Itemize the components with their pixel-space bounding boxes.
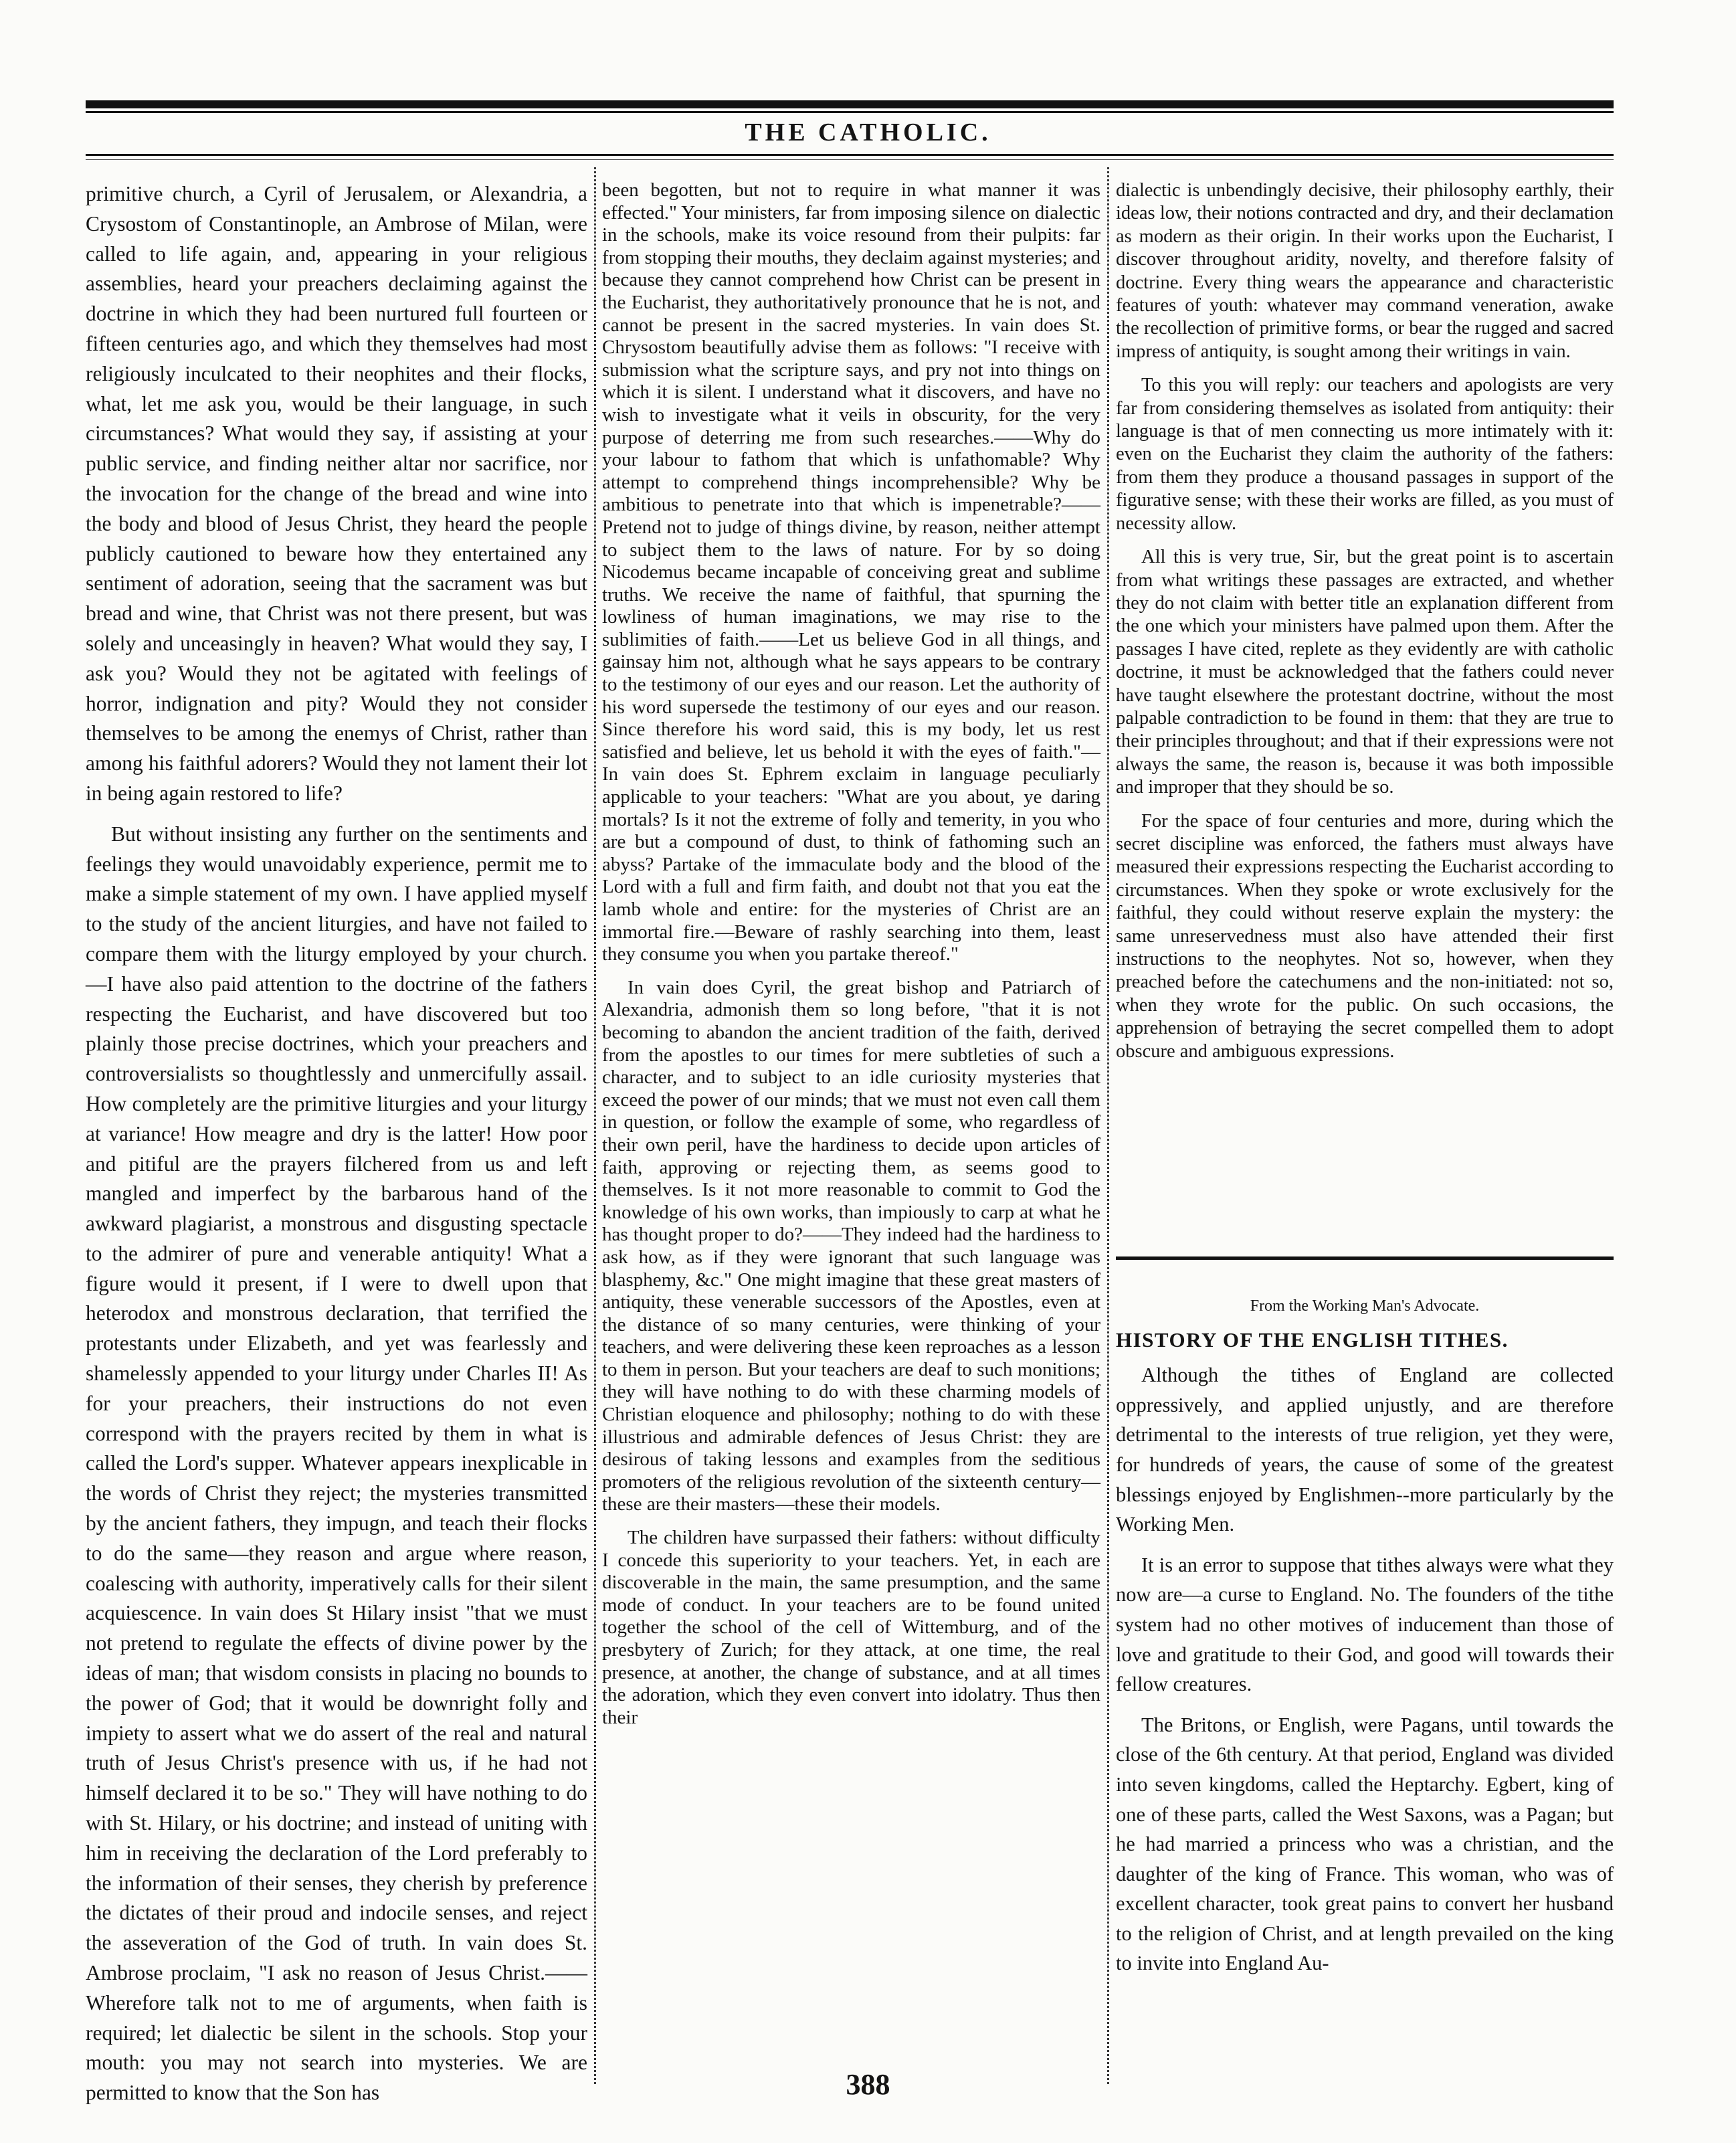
paragraph: dialectic is unbendingly decisive, their philosophy earthly, their ideas low, their notions contracted and dry, and their declamation as modern as their origin. In their works upon the Eucharist, I discover throughout aridity, novelty, and therefore falsity of doctrine. Every thing wears the appearance and characteristic features of youth: whatever may command veneration, awake the recollection of primitive forms, or bear the rugged and sacred impress of antiquity, is sought among their writings in vain.	[1116, 180, 1614, 362]
paragraph: To this you will reply: our teachers and apologists are very far from considering themselves as isolated from antiquity: their language is that of men connecting us more intimately with it: even on the Eucharist they claim the authority of the fathers: from them they produce a thousand passages in support of the figurative sense; with these their works are filled, as you must of necessity allow.	[1116, 375, 1614, 534]
article-headline: HISTORY OF THE ENGLISH TITHES.	[1116, 1327, 1509, 1352]
column-divider-2	[1107, 167, 1109, 2084]
paragraph: primitive church, a Cyril of Jerusalem, or Alexandria, a Crysostom of Constantinople, an Ambrose of Milan, were called to life again, and, appearing in your religious assemblies, heard your preachers declaiming against the doctrine in which they had been nurtured full fourteen or fifteen centuries ago, and which they themselves had most religiously inculcated to their neophites and their flocks, what, let me ask you, would be their language, in such circumstances? What would they say, if assisting at your public service, and finding neither altar nor sacrifice, nor the invocation for the change of the bread and wine into the body and blood of Jesus Christ, they heard the people publicly cautioned to beware how they entertained any sentiment of adoration, seeing that the sacrament was but bread and wine, that Christ was not there present, but was solely and unceasingly in heaven? What would they say, I ask you? Would they not be agitated with feelings of horror, indignation and pity? Would they not consider themselves to be among the enemys of Christ, rather than among his faithful adorers? Would they not lament their lot in being again restored to life?	[86, 182, 587, 805]
page-number: 388	[846, 2068, 890, 2101]
text-column-3	[1116, 179, 1614, 1243]
article-source-credit: From the Working Man's Advocate.	[1250, 1297, 1480, 1315]
paragraph: The children have surpassed their fathers: without difficulty I concede this superiority to your teachers. Yet, in each are discoverable in the main, the same presumption, and the same mode of conduct. In your teachers are to be found united together the school of the cell of Wittemburg, and of the presbytery of Zurich; for they attack, at one time, the real presence, at another, the change of substance, and at all times the adoration, which they even convert into idolatry. Thus then their	[602, 1527, 1100, 1728]
paragraph: In vain does Cyril, the great bishop and Patriarch of Alexandria, admonish them so long before, "that it is not becoming to abandon the ancient tradition of the faith, derived from the apostles to our times for mere subtleties of such a character, and to subject to an idle curiosity mysteries that exceed the power of our minds; that we must not even call them in question, or follow the example of some, who regardless of their own peril, have the hardiness to decide upon articles of faith, approving or rejecting them, as seems good to themselves. Is it not more reasonable to commit to God the knowledge of his own works, than impiously to carp at what he has thought proper to do?——They indeed had the hardiness to ask how, as if they were ignorant that such language was blasphemy, &c." One might imagine that these great masters of antiquity, these venerable successors of the Apostles, even at the distance of so many centuries, were thinking of your teachers, and were delivering these keen reproaches as a lesson to them in person. But your teachers are deaf to such monitions; they will have nothing to do with these charming models of Christian eloquence and philosophy; nothing to do with these illustrious and admirable defences of Jesus Christ: they are desirous of taking lessons and examples from the seditious promoters of the religious revolution of the sixteenth century—these are their masters—these their models.	[602, 976, 1100, 1515]
paragraph: All this is very true, Sir, but the great point is to ascertain from what writings these passages are extracted, and whether they do not claim with better title an explanation different from the one which your ministers have palmed upon them. After the passages I have cited, replete as they evidently are with catholic doctrine, it must be acknowledged that the fathers could never have taught elsewhere the protestant doctrine, without the most palpable contradiction to be found in them: that they are true to their principles throughout; and that if their expressions were not always the same, the reason is, because it was both impossible and improper that they should be so.	[1116, 547, 1614, 798]
paragraph: For the space of four centuries and more, during which the secret discipline was enforced, the fathers must always have measured their expressions respecting the Eucharist according to circumstances. When they spoke or wrote exclusively for the faithful, they could without reserve explain the mystery: the same unreservedness must also have attended their first instructions to the neophytes. Not so, however, when they preached before the catechumens and the non-initiated: not so, when they wrote for the public. On such occasions, the apprehension of betraying the secret compelled them to adopt obscure and ambiguous expressions.	[1116, 810, 1614, 1062]
top-thin-rule	[86, 111, 1614, 113]
masthead-title: THE CATHOLIC.	[745, 118, 991, 147]
paragraph: Although the tithes of England are collected oppressively, and applied unjustly, and are therefore detrimental to the interests of true religion, yet they were, for hundreds of years, the cause of some of the greatest blessings enjoyed by Englishmen--more particularly by the Working Men.	[1116, 1364, 1614, 1536]
paragraph: It is an error to suppose that tithes always were what they now are—a curse to England. No. The founders of the tithe system had no other motives of inducement than those of love and gratitude to their God, and good will towards their fellow creatures.	[1116, 1553, 1614, 1696]
masthead-underline-thin	[86, 159, 1614, 160]
article-separator-rule	[1116, 1256, 1614, 1260]
paragraph: But without insisting any further on the sentiments and feelings they would unavoidably experience, permit me to make a simple statement of my own. I have applied myself to the study of the ancient liturgies, and have not failed to compare them with the liturgy employed by your church.—I have also paid attention to the doctrine of the fathers respecting the Eucharist, and have discovered but too plainly those precise doctrines, which your preachers and controversialists so thoughtlessly and unmercifully assail. How completely are the primitive liturgies and your liturgy at variance! How meagre and dry is the latter! How poor and pitiful are the prayers filchered from us and left mangled and imperfect by the barbarous hand of the awkward plagiarist, a monstrous and disgusting spectacle to the admirer of pure and venerable antiquity! What a figure would it present, if I were to dwell upon that heterodox and monstrous declaration, that terrified the protestants under Elizabeth, and yet was fearlessly and shamelessly appended to your liturgy under Charles II! As for your preachers, their instructions do not even correspond with the prayers recited by them in what is called the Lord's supper. Whatever appears inexplicable in the words of Christ they reject; the mysteries transmitted by the ancient fathers, they impugn, and teach their flocks to do the same—they reason and argue where reason, coalescing with authority, imperatively calls for their silent acquiescence. In vain does St Hilary insist "that we must not pretend to regulate the effects of divine power by the ideas of man; that wisdom consists in placing no bounds to the power of God; that it would be downright folly and impiety to assert what we do assert of the real and natural truth of Jesus Christ's presence with us, if he had not himself declared it to be so." They will have nothing to do with St. Hilary, or his doctrine; and instead of uniting with him in receiving the declaration of the Lord preferably to the information of their senses, they cherish by preference the dictates of their proud and indocile senses, and reject the asseveration of the God of truth. In vain does St. Ambrose proclaim, "I ask no reason of Jesus Christ.——Wherefore talk not to me of arguments, when faith is required; let dialectic be silent in the schools. Stop your mouth: you may not search into mysteries. We are permitted to know that the Son has	[86, 822, 587, 2105]
masthead-underline	[86, 154, 1614, 156]
top-thick-rule	[86, 100, 1614, 108]
column-divider-1	[594, 167, 596, 2084]
text-column-1	[86, 179, 587, 2105]
paragraph: The Britons, or English, were Pagans, until towards the close of the 6th century. At that period, England was divided into seven kingdoms, called the Heptarchy. Egbert, king of one of these parts, called the West Saxons, was a Pagan; but he had married a princess who was a christian, and the daughter of the king of France. This woman, who was of excellent character, took great pains to convert her husband to the religion of Christ, and at length prevailed on the king to invite into England Au-	[1116, 1713, 1614, 1975]
paragraph: been begotten, but not to require in what manner it was effected." Your ministers, far from imposing silence on dialectic in the schools, make its voice resound from their pulpits: far from stopping their mouths, they declaim against mysteries; and because they cannot comprehend how Christ can be present in the Eucharist, they authoritatively pronounce that he is not, and cannot be present in the sacred mysteries. In vain does St. Chrysostom beautifully advise them as follows: "I receive with submission what the scripture says, and pry not into things on which it is silent. I understand what it discovers, and have no wish to investigate what it veils in obscurity, for the very purpose of deterring me from such researches.——Why do your labour to fathom that which is unfathomable? Why attempt to comprehend things incomprehensible? Why be ambitious to penetrate into that which is impenetrable?——Pretend not to judge of things divine, by reason, neither attempt to subject them to the laws of nature. For by so doing Nicodemus became incapable of conceiving great and sublime truths. We receive the name of faithful, that spurning the lowliness of human imaginations, we may rise to the sublimities of faith.——Let us believe God in all things, and gainsay him not, although what he says appears to be contrary to the testimony of our eyes and our reason. Let the authority of his word supersede the testimony of our eyes and our reason. Since therefore his word said, this is my body, let us rest satisfied and believe, let us behold it with the eyes of faith."—In vain does St. Ephrem exclaim in language peculiarly applicable to your teachers: "What are you about, ye daring mortals? Is it not the extreme of folly and temerity, in you who are but a compound of dust, to think of fathoming such an abyss? Partake of the immaculate body and the blood of the Lord with a full and firm faith, and doubt not that you eat the lamb whole and entire: for the mysteries of Christ are an immortal fire.—Beware of rashly searching into them, least they consume you when you partake thereof."	[602, 179, 1100, 965]
tithes-article	[1116, 1291, 1614, 2084]
text-column-2	[602, 179, 1100, 2079]
